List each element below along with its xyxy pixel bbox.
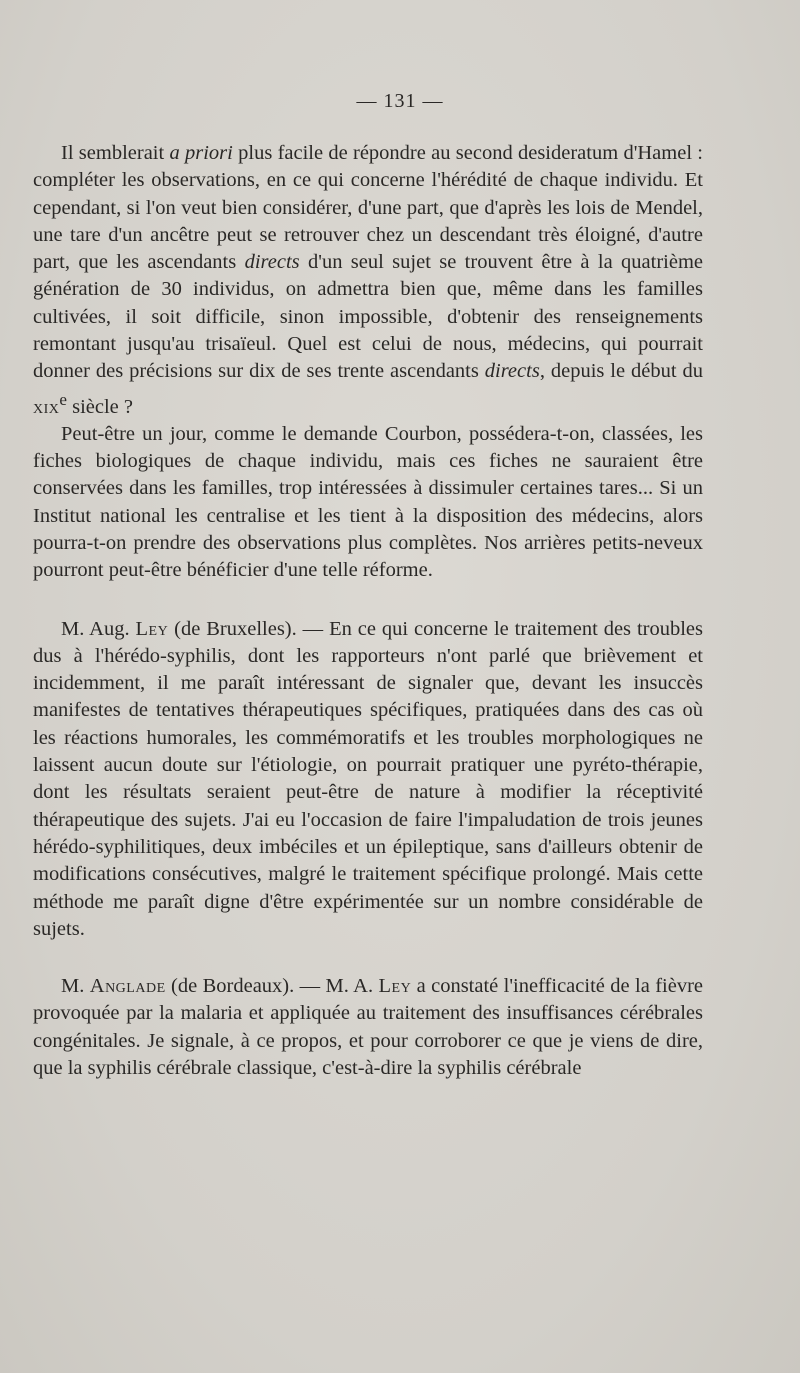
cited-name: Ley: [378, 975, 412, 998]
speaker-name: Ley: [135, 617, 169, 640]
text-run: a constaté l'inefficacité de la fièvre provoquée par la malaria et appliquée au traitement des insuffisances cérébrales congénitales. Je signale, à ce propos, et pour corroborer ce que je viens de dire, que la syphilis cérébrale classique, c'est-à-dire la syphilis cérébrale: [33, 975, 704, 1080]
text-run: Il semblerait: [61, 142, 170, 164]
paragraph-ley: [33, 616, 703, 944]
text-run: , depuis le début du: [539, 360, 703, 383]
page-number: — 131 —: [356, 90, 444, 112]
paragraph-hamel: [33, 140, 703, 421]
text-run: d'un seul sujet se trouvent être à la quatrième génération de 30 individus, on admettra bien que, même dans les familles cultivées, il soit difficile, sinon impossible, d'obtenir des renseignements remontant jusqu'au trisaïeul. Quel est celui de nous, médecins, qui pourrait donner des précisions sur dix de ses trente ascendants: [33, 251, 703, 383]
italic-directs: directs: [484, 360, 540, 383]
italic-a-priori: a priori: [169, 142, 233, 164]
text-run: (de Bordeaux). — M. A.: [165, 975, 379, 998]
paragraph-courbon: Peut-être un jour, comme le demande Courbon, possédera-t-on, classées, les fiches biologiques de chaque individu, mais ces fiches ne sauraient être conservées dans les familles, trop intéressées à dissimuler certaines tares... Si un Institut national les centralise et les tient à la disposition des médecins, alors pourra-t-on prendre des observations plus complètes. Nos arrières petits-neveux pourront peut-être bénéficier d'une telle réforme.: [33, 422, 703, 582]
century-numeral: xix: [33, 395, 60, 418]
body-text: [33, 140, 703, 1082]
text-run: M. Aug.: [61, 617, 136, 640]
speaker-name: Anglade: [89, 975, 166, 998]
century-superscript: e: [59, 389, 67, 409]
paragraph-anglade: [33, 973, 703, 1082]
text-run: siècle ?: [66, 395, 133, 418]
text-run: plus facile de répondre au second desideratum d'Hamel : compléter les observations, en ce qui concerne l'hérédité de chaque individu. Et cependant, si l'on veut bien considérer, d'une part, que d'après les lois de Mendel, une tare d'un ancêtre peut se retrouver chez un descendant très éloigné, d'autre part, que les ascendants: [33, 142, 703, 274]
text-run: M.: [61, 975, 90, 998]
italic-directs: directs: [244, 251, 300, 274]
text-run: (de Bruxelles). — En ce qui concerne le traitement des troubles dus à l'hérédo-syphilis, dont les rapporteurs n'ont parlé que brièvement et incidemment, il me paraît intéressant de signaler que, devant les insuccès manifestes de tentatives thérapeutiques spécifiques, pratiquées dans des cas où les réactions humorales, les commémoratifs et les troubles morphologiques ne laissent aucun doute sur l'étiologie, on pourrait pratiquer une pyréto-thérapie, dont les résultats seraient peut-être de nature à modifier la réceptivité thérapeutique des sujets. J'ai eu l'occasion de faire l'impaludation de trois jeunes hérédo-syphilitiques, deux imbéciles et un épileptique, sans d'ailleurs obtenir de modifications consécutives, malgré le traitement spécifique prolongé. Mais cette méthode me paraît digne d'être expérimentée sur un nombre considérable de sujets.: [33, 617, 703, 940]
